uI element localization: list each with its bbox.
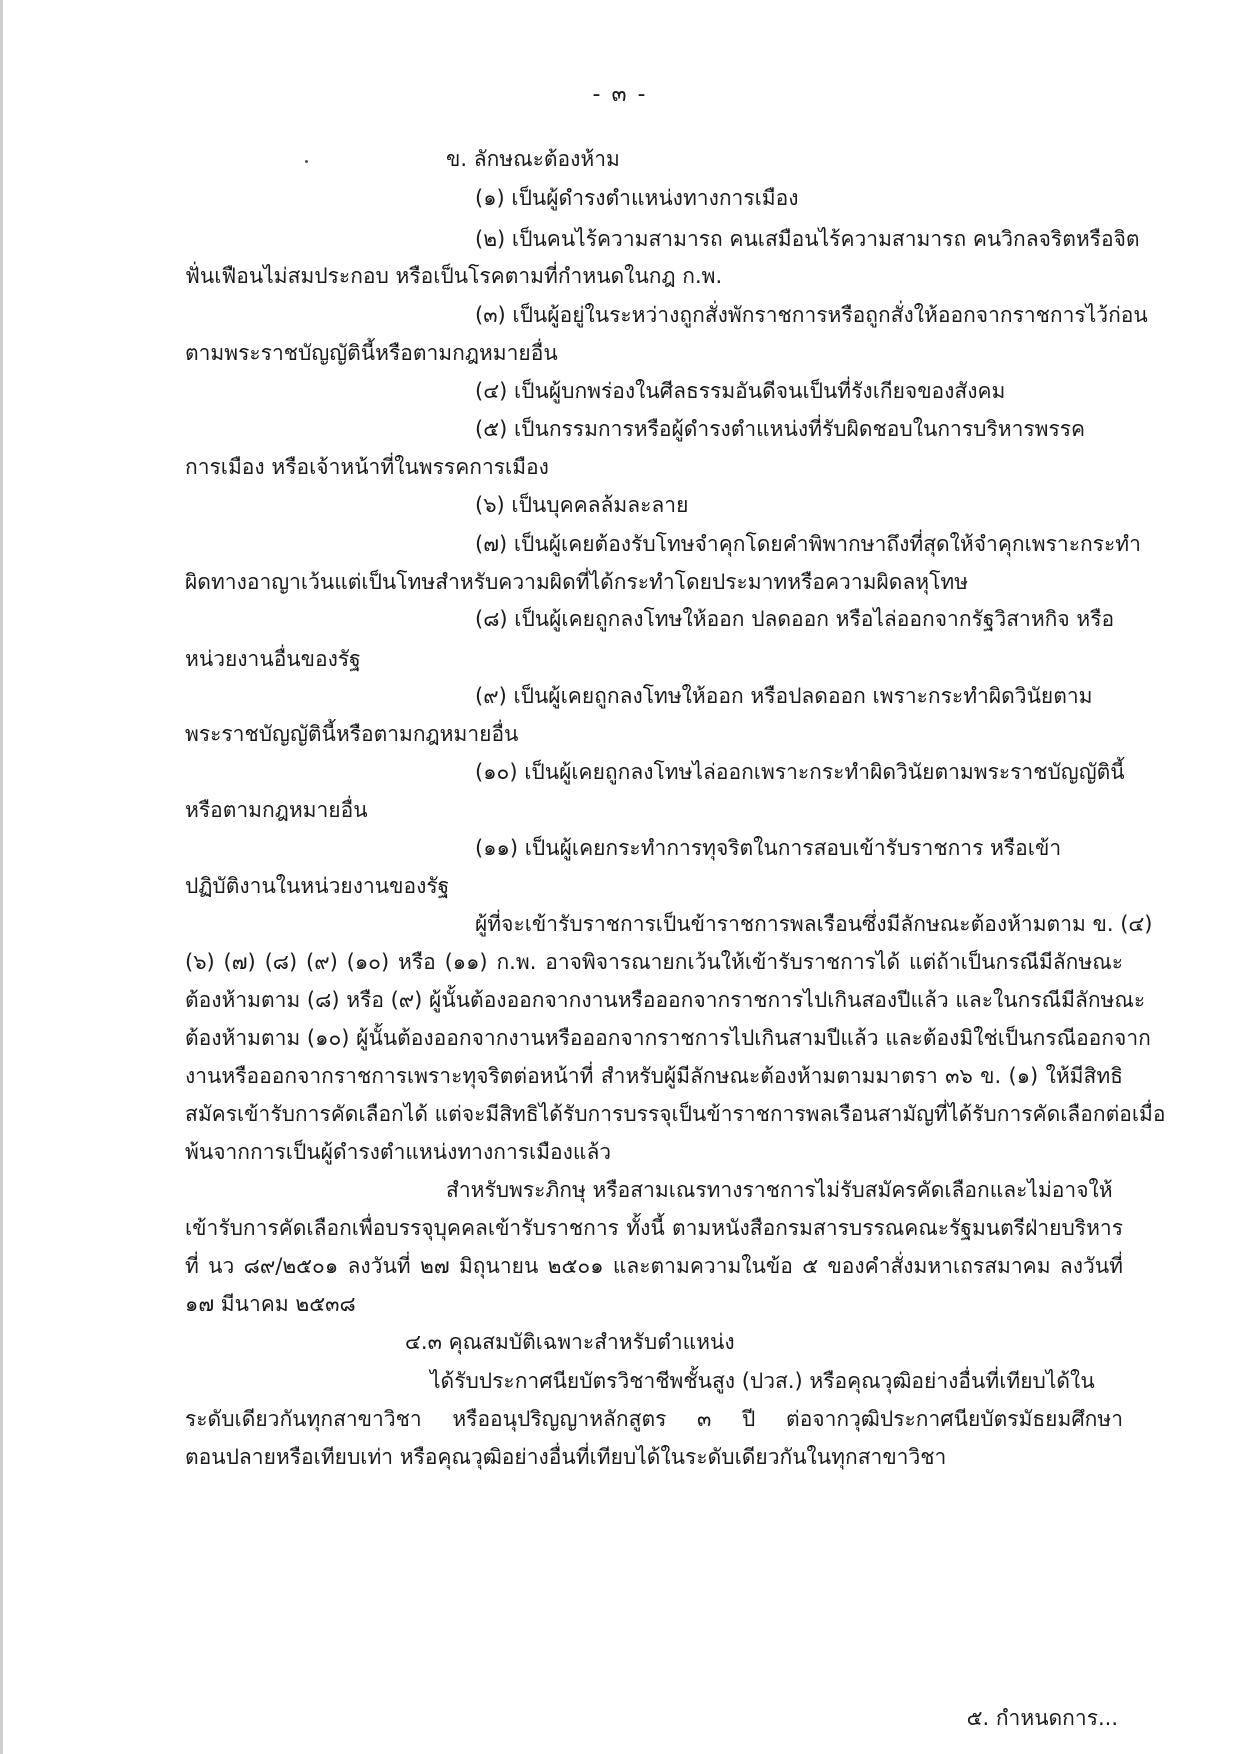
prohibition-item-4: (๔) เป็นผู้บกพร่องในศีลธรรมอันดีจนเป็นที่รังเกียจของสังคม bbox=[475, 379, 1006, 403]
exemption-paragraph-line-1: ผู้ที่จะเข้ารับราชการเป็นข้าราชการพลเรือนซึ่งมีลักษณะต้องห้ามตาม ข. (๔) bbox=[475, 912, 1153, 936]
continuation-footer: ๕. กำหนดการ... bbox=[966, 1706, 1118, 1730]
section-b-heading: ข. ลักษณะต้องห้าม bbox=[446, 147, 620, 171]
monk-paragraph-line-4: ๑๗ มีนาคม ๒๕๓๘ bbox=[185, 1292, 356, 1316]
prohibition-item-7: (๗) เป็นผู้เคยต้องรับโทษจำคุกโดยคำพิพากษาถึงที่สุดให้จำคุกเพราะกระทำ bbox=[475, 532, 1141, 556]
prohibition-item-2: (๒) เป็นคนไร้ความสามารถ คนเสมือนไร้ความสามารถ คนวิกลจริตหรือจิต bbox=[475, 227, 1140, 251]
prohibition-item-5: (๕) เป็นกรรมการหรือผู้ดำรงตำแหน่งที่รับผิดชอบในการบริหารพรรค bbox=[475, 417, 1086, 441]
section-4-3-line-1: ได้รับประกาศนียบัตรวิชาชีพชั้นสูง (ปวส.) หรือคุณวุฒิอย่างอื่นที่เทียบได้ใน bbox=[430, 1369, 1095, 1393]
prohibition-item-9-cont: พระราชบัญญัตินี้หรือตามกฎหมายอื่น bbox=[185, 722, 519, 746]
section-4-3-line-2: ระดับเดียวกันทุกสาขาวิชา หรืออนุปริญญาหลักสูตร ๓ ปี ต่อจากวุฒิประกาศนียบัตรมัธยมศึกษา bbox=[185, 1407, 1123, 1431]
exemption-paragraph-line-2: (๖) (๗) (๘) (๙) (๑๐) หรือ (๑๑) ก.พ. อาจพิจารณายกเว้นให้เข้ารับราชการได้ แต่ถ้าเป็นกรณีมีลักษณะ bbox=[185, 950, 1123, 974]
monk-paragraph-line-3: ที่ นว ๘๙/๒๕๐๑ ลงวันที่ ๒๗ มิถุนายน ๒๕๐๑ และตามความในข้อ ๕ ของคำสั่งมหาเถรสมาคม ลงวันที่ bbox=[185, 1254, 1123, 1278]
prohibition-item-3: (๓) เป็นผู้อยู่ในระหว่างถูกสั่งพักราชการหรือถูกสั่งให้ออกจากราชการไว้ก่อน bbox=[475, 303, 1148, 327]
prohibition-item-3-cont: ตามพระราชบัญญัตินี้หรือตามกฎหมายอื่น bbox=[185, 341, 558, 365]
exemption-paragraph-line-4: ต้องห้ามตาม (๑๐) ผู้นั้นต้องออกจากงานหรือออกจากราชการไปเกินสามปีแล้ว และต้องมิใช่เป็นกรณีออกจาก bbox=[185, 1026, 1151, 1050]
monk-paragraph-line-2: เข้ารับการคัดเลือกเพื่อบรรจุบุคคลเข้ารับราชการ ทั้งนี้ ตามหนังสือกรมสารบรรณคณะรัฐมนตรีฝ่ายบริหาร bbox=[185, 1216, 1123, 1240]
prohibition-item-11: (๑๑) เป็นผู้เคยกระทำการทุจริตในการสอบเข้ารับราชการ หรือเข้า bbox=[475, 836, 1062, 860]
monk-paragraph-line-1: สำหรับพระภิกษุ หรือสามเณรทางราชการไม่รับสมัครคัดเลือกและไม่อาจให้ bbox=[446, 1178, 1113, 1202]
prohibition-item-9: (๙) เป็นผู้เคยถูกลงโทษให้ออก หรือปลดออก เพราะกระทำผิดวินัยตาม bbox=[475, 684, 1093, 708]
section-4-3-heading: ๔.๓ คุณสมบัติเฉพาะสำหรับตำแหน่ง bbox=[405, 1330, 735, 1354]
prohibition-item-7-cont: ผิดทางอาญาเว้นแต่เป็นโทษสำหรับความผิดที่ได้กระทำโดยประมาทหรือความผิดลหุโทษ bbox=[185, 570, 969, 594]
prohibition-item-5-cont: การเมือง หรือเจ้าหน้าที่ในพรรคการเมือง bbox=[185, 455, 549, 479]
prohibition-item-1: (๑) เป็นผู้ดำรงตำแหน่งทางการเมือง bbox=[475, 186, 799, 210]
prohibition-item-10: (๑๐) เป็นผู้เคยถูกลงโทษไล่ออกเพราะกระทำผิดวินัยตามพระราชบัญญัตินี้ bbox=[475, 760, 1125, 784]
scan-edge bbox=[0, 0, 3, 1754]
scan-speck bbox=[305, 160, 308, 163]
exemption-paragraph-line-5: งานหรือออกจากราชการเพราะทุจริตต่อหน้าที่ สำหรับผู้มีลักษณะต้องห้ามตามมาตรา ๓๖ ข. (๑) ให้มีสิทธิ bbox=[185, 1064, 1123, 1088]
page-number: - ๓ - bbox=[592, 82, 648, 107]
prohibition-item-11-cont: ปฏิบัติงานในหน่วยงานของรัฐ bbox=[185, 874, 450, 898]
section-4-3-line-3: ตอนปลายหรือเทียบเท่า หรือคุณวุฒิอย่างอื่นที่เทียบได้ในระดับเดียวกันในทุกสาขาวิชา bbox=[185, 1445, 947, 1469]
exemption-paragraph-line-7: พ้นจากการเป็นผู้ดำรงตำแหน่งทางการเมืองแล้ว bbox=[185, 1140, 612, 1164]
exemption-paragraph-line-6: สมัครเข้ารับการคัดเลือกได้ แต่จะมีสิทธิได้รับการบรรจุเป็นข้าราชการพลเรือนสามัญที่ได้รับการคัดเลือกต่อเมื่อ bbox=[185, 1102, 1166, 1126]
prohibition-item-8: (๘) เป็นผู้เคยถูกลงโทษให้ออก ปลดออก หรือไล่ออกจากรัฐวิสาหกิจ หรือ bbox=[475, 607, 1115, 631]
prohibition-item-10-cont: หรือตามกฎหมายอื่น bbox=[185, 798, 368, 822]
prohibition-item-2-cont: ฟั่นเฟือนไม่สมประกอบ หรือเป็นโรคตามที่กำหนดในกฎ ก.พ. bbox=[185, 264, 723, 288]
exemption-paragraph-line-3: ต้องห้ามตาม (๘) หรือ (๙) ผู้นั้นต้องออกจากงานหรือออกจากราชการไปเกินสองปีแล้ว และในกรณีมีลักษณะ bbox=[185, 988, 1146, 1012]
prohibition-item-8-cont: หน่วยงานอื่นของรัฐ bbox=[185, 647, 361, 671]
prohibition-item-6: (๖) เป็นบุคคลล้มละลาย bbox=[475, 493, 689, 517]
